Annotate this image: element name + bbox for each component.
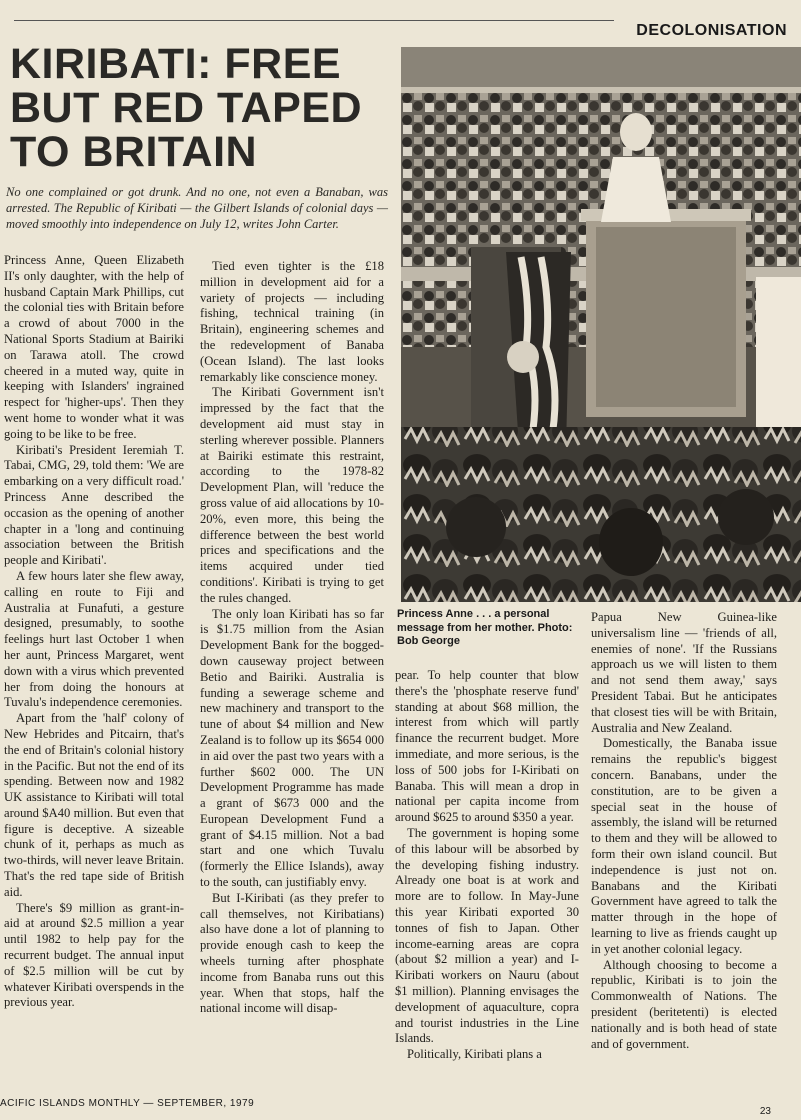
paragraph: Papua New Guinea-like universalism line — 'friends of all, enemies of none'. 'If the Russians approach us we will listen to them and not send them away,' says President Tabai. But he anticipates that closest ties will be with Britain, Australia and New Zealand. — [591, 610, 777, 735]
paragraph: Domestically, the Banaba issue remains the republic's biggest concern. Banabans, under the constitution, are to be given a special seat in the house of assembly, the island will be returned to them and they will be allowed to form their own island council. But independence is just not on. Banabans and the Kiribati Government have agreed to talk the matter through in the hope of learning to live as friends caught up in yet another colonial legacy. — [591, 736, 777, 956]
paragraph: But I-Kiribati (as they prefer to call themselves, not Kiribatians) also have done a lot of planning to provide enough cash to keep the wheels turning after phosphate income from Banaba runs out this year. When that stops, half the national income will disap- — [200, 890, 384, 1016]
article-column-3 — [395, 668, 579, 1093]
ceremony-photo — [401, 47, 801, 602]
paragraph: pear. To help counter that blow there's the 'phosphate reserve fund' standing at about $68 million, the interest from which will partly finance the recurrent budget. More immediate, and more serious, is the loss of 500 jobs for I-Kiribati on Banaba. This will mean a drop in national per capita income from around $625 to around $350 a year. — [395, 668, 579, 825]
article-column-4 — [591, 610, 777, 1100]
paragraph: The government is hoping some of this labour will be absorbed by the developing fishing industry. Already one boat is at work and more are to follow. In May-June this year Kiribati exported 30 tonnes of fish to Japan. Other income-earning areas are copra (about $2 million a year) and I-Kiribati workers on Nauru (about $1 million). Planning envisages the development of aquaculture, copra and tourist industries in the Line Islands. — [395, 825, 579, 1046]
standfirst: No one complained or got drunk. And no one, not even a Banaban, was arrested. The Republic of Kiribati — the Gilbert Islands of colonial days — moved smoothly into independence on July 12, writes John Carter. — [6, 185, 388, 231]
article-column-2 — [200, 259, 384, 1087]
headline-line-1: KIRIBATI: FREE — [10, 40, 342, 88]
paragraph: Although choosing to become a republic, Kiribati is to join the Commonwealth of Nations. The president (beritetenti) is elected nationally and is both head of state and of government. — [591, 957, 777, 1051]
paragraph: The Kiribati Government isn't impressed by the fact that the development aid must stay in sterling wherever possible. Planners at Bairiki estimate this restraint, according to the 1978-82 Development Plan, will 'reduce the gross value of aid allocations by 10-20%, even more, this being the difference between the best world prices and specifications and the items acquired under tied conditions'. Kiribati is trying to get the rules changed. — [200, 385, 384, 605]
header-rule — [14, 20, 614, 21]
headline-line-3: TO BRITAIN — [10, 128, 258, 176]
paragraph: Princess Anne, Queen Elizabeth II's only daughter, with the help of husband Captain Mark Phillips, cut the colonial ties with Britain before a crowd of about 7000 in the National Sports Stadium at Bairiki on Tarawa atoll. The crowd cheered in a muted way, quite in keeping with Islanders' ingrained respect for 'higher-ups'. Then they went home to wonder what it was going to be like to be free. — [4, 253, 184, 441]
lectern — [581, 209, 751, 417]
headline-line-2: BUT RED TAPED — [10, 84, 363, 132]
paragraph: Tied even tighter is the £18 million in development aid for a variety of projects — including fishing, technical training (in Britain), engineering schemes and the redevelopment of Banaba (Ocean Island). The last looks remarkably like conscience money. — [200, 259, 384, 384]
paragraph: There's $9 million as grant-in-aid at around $2.5 million a year until 1982 to help pay for the recurrent budget. The annual input of $2.5 million will be cut by whatever Kiribati overspends in the previous year. — [4, 900, 184, 1010]
paragraph: Politically, Kiribati plans a — [407, 1047, 542, 1062]
page-number: 23 — [759, 1106, 771, 1117]
headline — [10, 42, 400, 174]
paragraph: A few hours later she flew away, calling en route to Fiji and Australia at Funafuti, a gesture designed, presumably, to soothe feelings hurt last October 1 when her aunt, Princess Margaret, went down with a virus which prevented her from doing the honours at Tuvalu's independence ceremonies. — [4, 568, 184, 710]
paragraph: The only loan Kiribati has so far is $1.75 million from the Asian Development Bank for the bogged-down causeway project between Betio and Bairiki. Australia is funding a sewerage scheme and new machinery and transport to the tune of about $4 million and New Zealand is to follow up its $654 000 in aid over the past two years with a further $602 000. The UN Development Programme has made a grant of $673 000 and the European Development Fund a grant of $4.15 million. Not a bad start and one which Tuvalu (formerly the Ellice Islands), away to the south, can justifiably envy. — [200, 606, 384, 890]
footer-publication: ACIFIC ISLANDS MONTHLY — SEPTEMBER, 1979 — [0, 1098, 255, 1109]
section-label: DECOLONISATION — [636, 22, 787, 39]
paragraph: Kiribati's President Ieremiah T. Tabai, CMG, 29, told them: 'We are embarking on a very difficult road.' Princess Anne described the occasion as the opening of another chapter in a 'long and continuing association between the British people and Kiribati'. — [4, 442, 184, 568]
article-column-1 — [4, 253, 184, 1088]
paragraph: Apart from the 'half' colony of New Hebrides and Pitcairn, that's the end of Britain's colonial history in the Pacific. But not the end of its spending. Between now and 1982 UK assistance to Kiribati will total around $A40 million. But even that figure is deceptive. A sizeable chunk of it, perhaps as much as two-thirds, will never leave Britain. That's the red tape side of British aid. — [4, 711, 184, 899]
photo-caption: Princess Anne . . . a personal message from her mother. Photo: Bob George — [397, 608, 573, 647]
